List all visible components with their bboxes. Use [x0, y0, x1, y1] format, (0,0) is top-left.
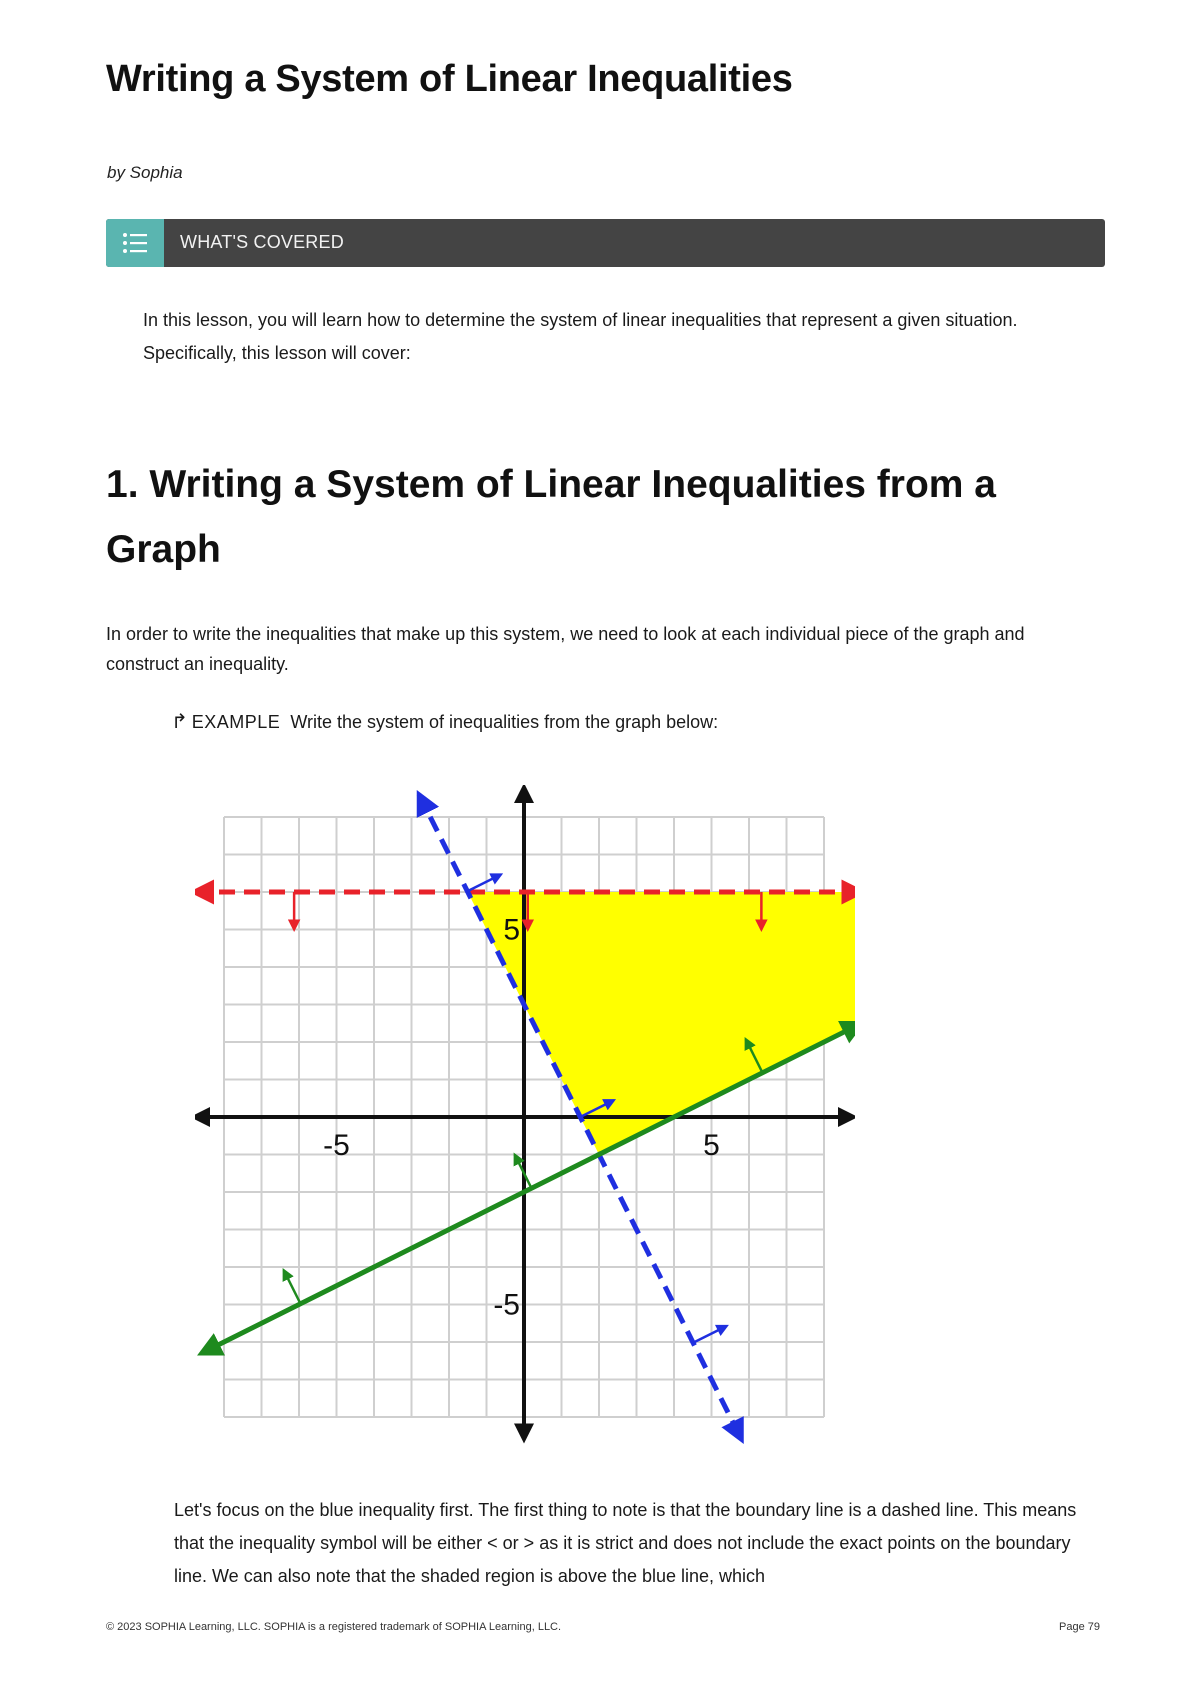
byline: by Sophia [107, 163, 183, 182]
tick-label-x-pos: 5 [703, 1129, 720, 1162]
tick-label-y-neg: -5 [493, 1288, 520, 1322]
followup-paragraph: Let's focus on the blue inequality first. The first thing to note is that the boundary line is a dashed line. This means that the inequality symbol will be either < or > as it is strict and does not include the exact points on the boundary line. We can also note that the shaded region is above the blue line, which [174, 1500, 1077, 1586]
list-icon [122, 231, 148, 255]
shade-indicator-arrow [467, 874, 501, 891]
example-text: Write the system of inequalities from the graph below: [290, 712, 719, 732]
section-paragraph: In order to write the inequalities that make up this system, we need to look at each individual piece of the graph and construct an inequality. [106, 624, 1025, 674]
example-label: EXAMPLE [191, 712, 281, 732]
footer-copyright: © 2023 SOPHIA Learning, LLC. SOPHIA is a registered trademark of SOPHIA Learning, LLC. [106, 1621, 562, 1633]
arrow-turn-right-icon: ↱ [171, 711, 188, 733]
shade-indicator-arrow [693, 1326, 727, 1343]
intro-paragraph: In this lesson, you will learn how to determine the system of linear inequalities that represent a given situation. Specifically, this lesson will cover: [143, 310, 1018, 363]
tick-label-x-neg: -5 [323, 1129, 350, 1162]
section-heading: 1. Writing a System of Linear Inequalities from a Graph [106, 463, 996, 571]
whats-covered-icon-box [106, 219, 164, 267]
whats-covered-banner [106, 219, 1105, 267]
page-title: Writing a System of Linear Inequalities [106, 58, 793, 100]
shade-indicator-arrow [284, 1270, 301, 1304]
whats-covered-label: WHAT'S COVERED [180, 232, 344, 252]
example-line [171, 709, 718, 734]
inequality-graph [195, 785, 855, 1455]
tick-label-y-pos: 5 [503, 913, 520, 947]
footer-page-number: Page 79 [1059, 1621, 1100, 1633]
